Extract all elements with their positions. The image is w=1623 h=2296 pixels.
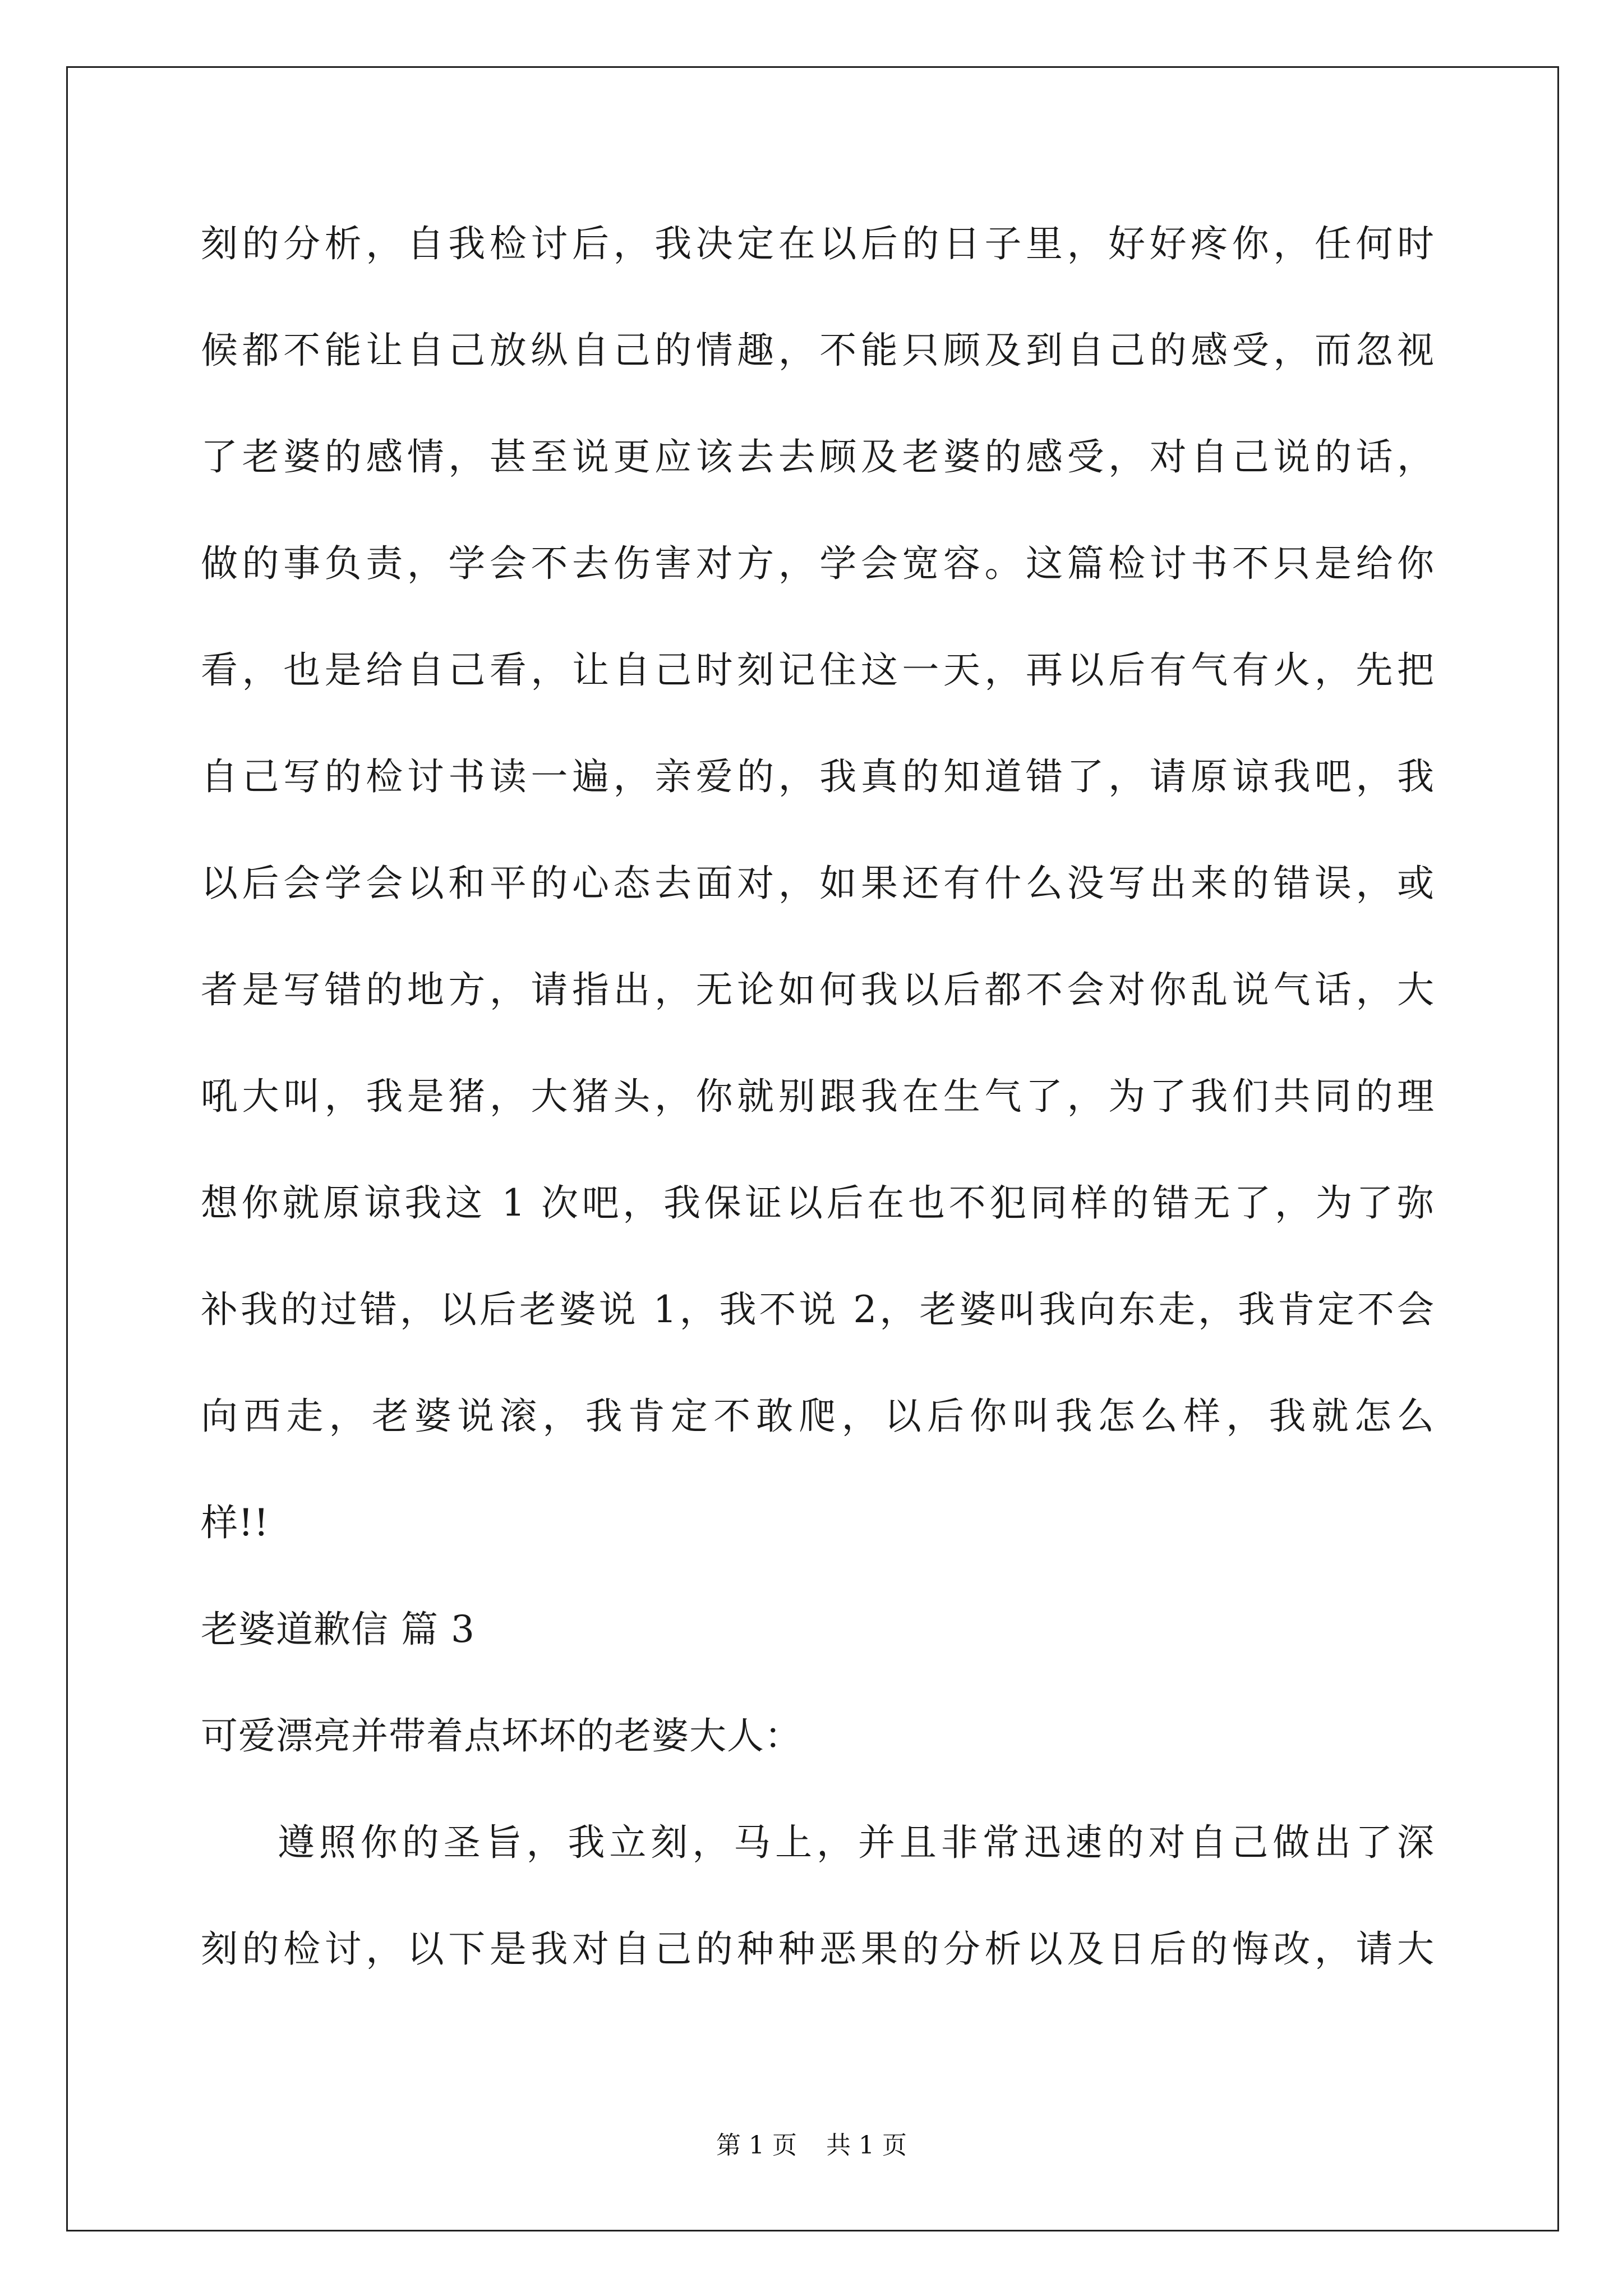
page-footer [0,2129,1623,2162]
text-line-3: 了老婆的感情，甚至说更应该去去顾及老婆的感受，对自己说的话， [201,435,1435,478]
text-line-11: 补我的过错，以后老婆说 1，我不说 2，老婆叫我向东走，我肯定不会 [201,1288,1435,1331]
salutation: 可爱漂亮并带着点坏坏的老婆大人： [201,1714,802,1757]
page-total: 共 1 页 [826,2131,907,2160]
text-line-4: 做的事负责，学会不去伤害对方，学会宽容。这篇检讨书不只是给你 [201,542,1435,585]
text-line-7: 以后会学会以和平的心态去面对，如果还有什么没写出来的错误，或 [201,862,1435,905]
document-body [201,219,1435,2031]
paragraph-line-2: 刻的检讨，以下是我对自己的种种恶果的分析以及日后的悔改，请大 [201,1927,1435,1971]
text-line-5: 看，也是给自己看，让自己时刻记住这一天，再以后有气有火，先把 [201,648,1435,692]
section-heading: 老婆道歉信 篇 3 [201,1608,475,1651]
text-line-1: 刻的分析，自我检讨后，我决定在以后的日子里，好好疼你，任何时 [201,222,1435,265]
text-line-2: 候都不能让自己放纵自己的情趣，不能只顾及到自己的感受，而忽视 [201,329,1435,372]
paragraph-line-1: 遵照你的圣旨，我立刻，马上，并且非常迅速的对自己做出了深 [278,1821,1435,1864]
text-line-10: 想你就原谅我这 1 次吧，我保证以后在也不犯同样的错无了，为了弥 [201,1181,1435,1225]
text-line-6: 自己写的检讨书读一遍，亲爱的，我真的知道错了，请原谅我吧，我 [201,755,1435,798]
text-line-12: 向西走，老婆说滚，我肯定不敢爬，以后你叫我怎么样，我就怎么 [201,1395,1435,1438]
text-line-13: 样!! [201,1501,270,1544]
page-number: 第 1 页 [716,2131,797,2160]
text-line-9: 吼大叫，我是猪，大猪头，你就别跟我在生气了，为了我们共同的理 [201,1075,1435,1118]
text-line-8: 者是写错的地方，请指出，无论如何我以后都不会对你乱说气话，大 [201,968,1435,1011]
